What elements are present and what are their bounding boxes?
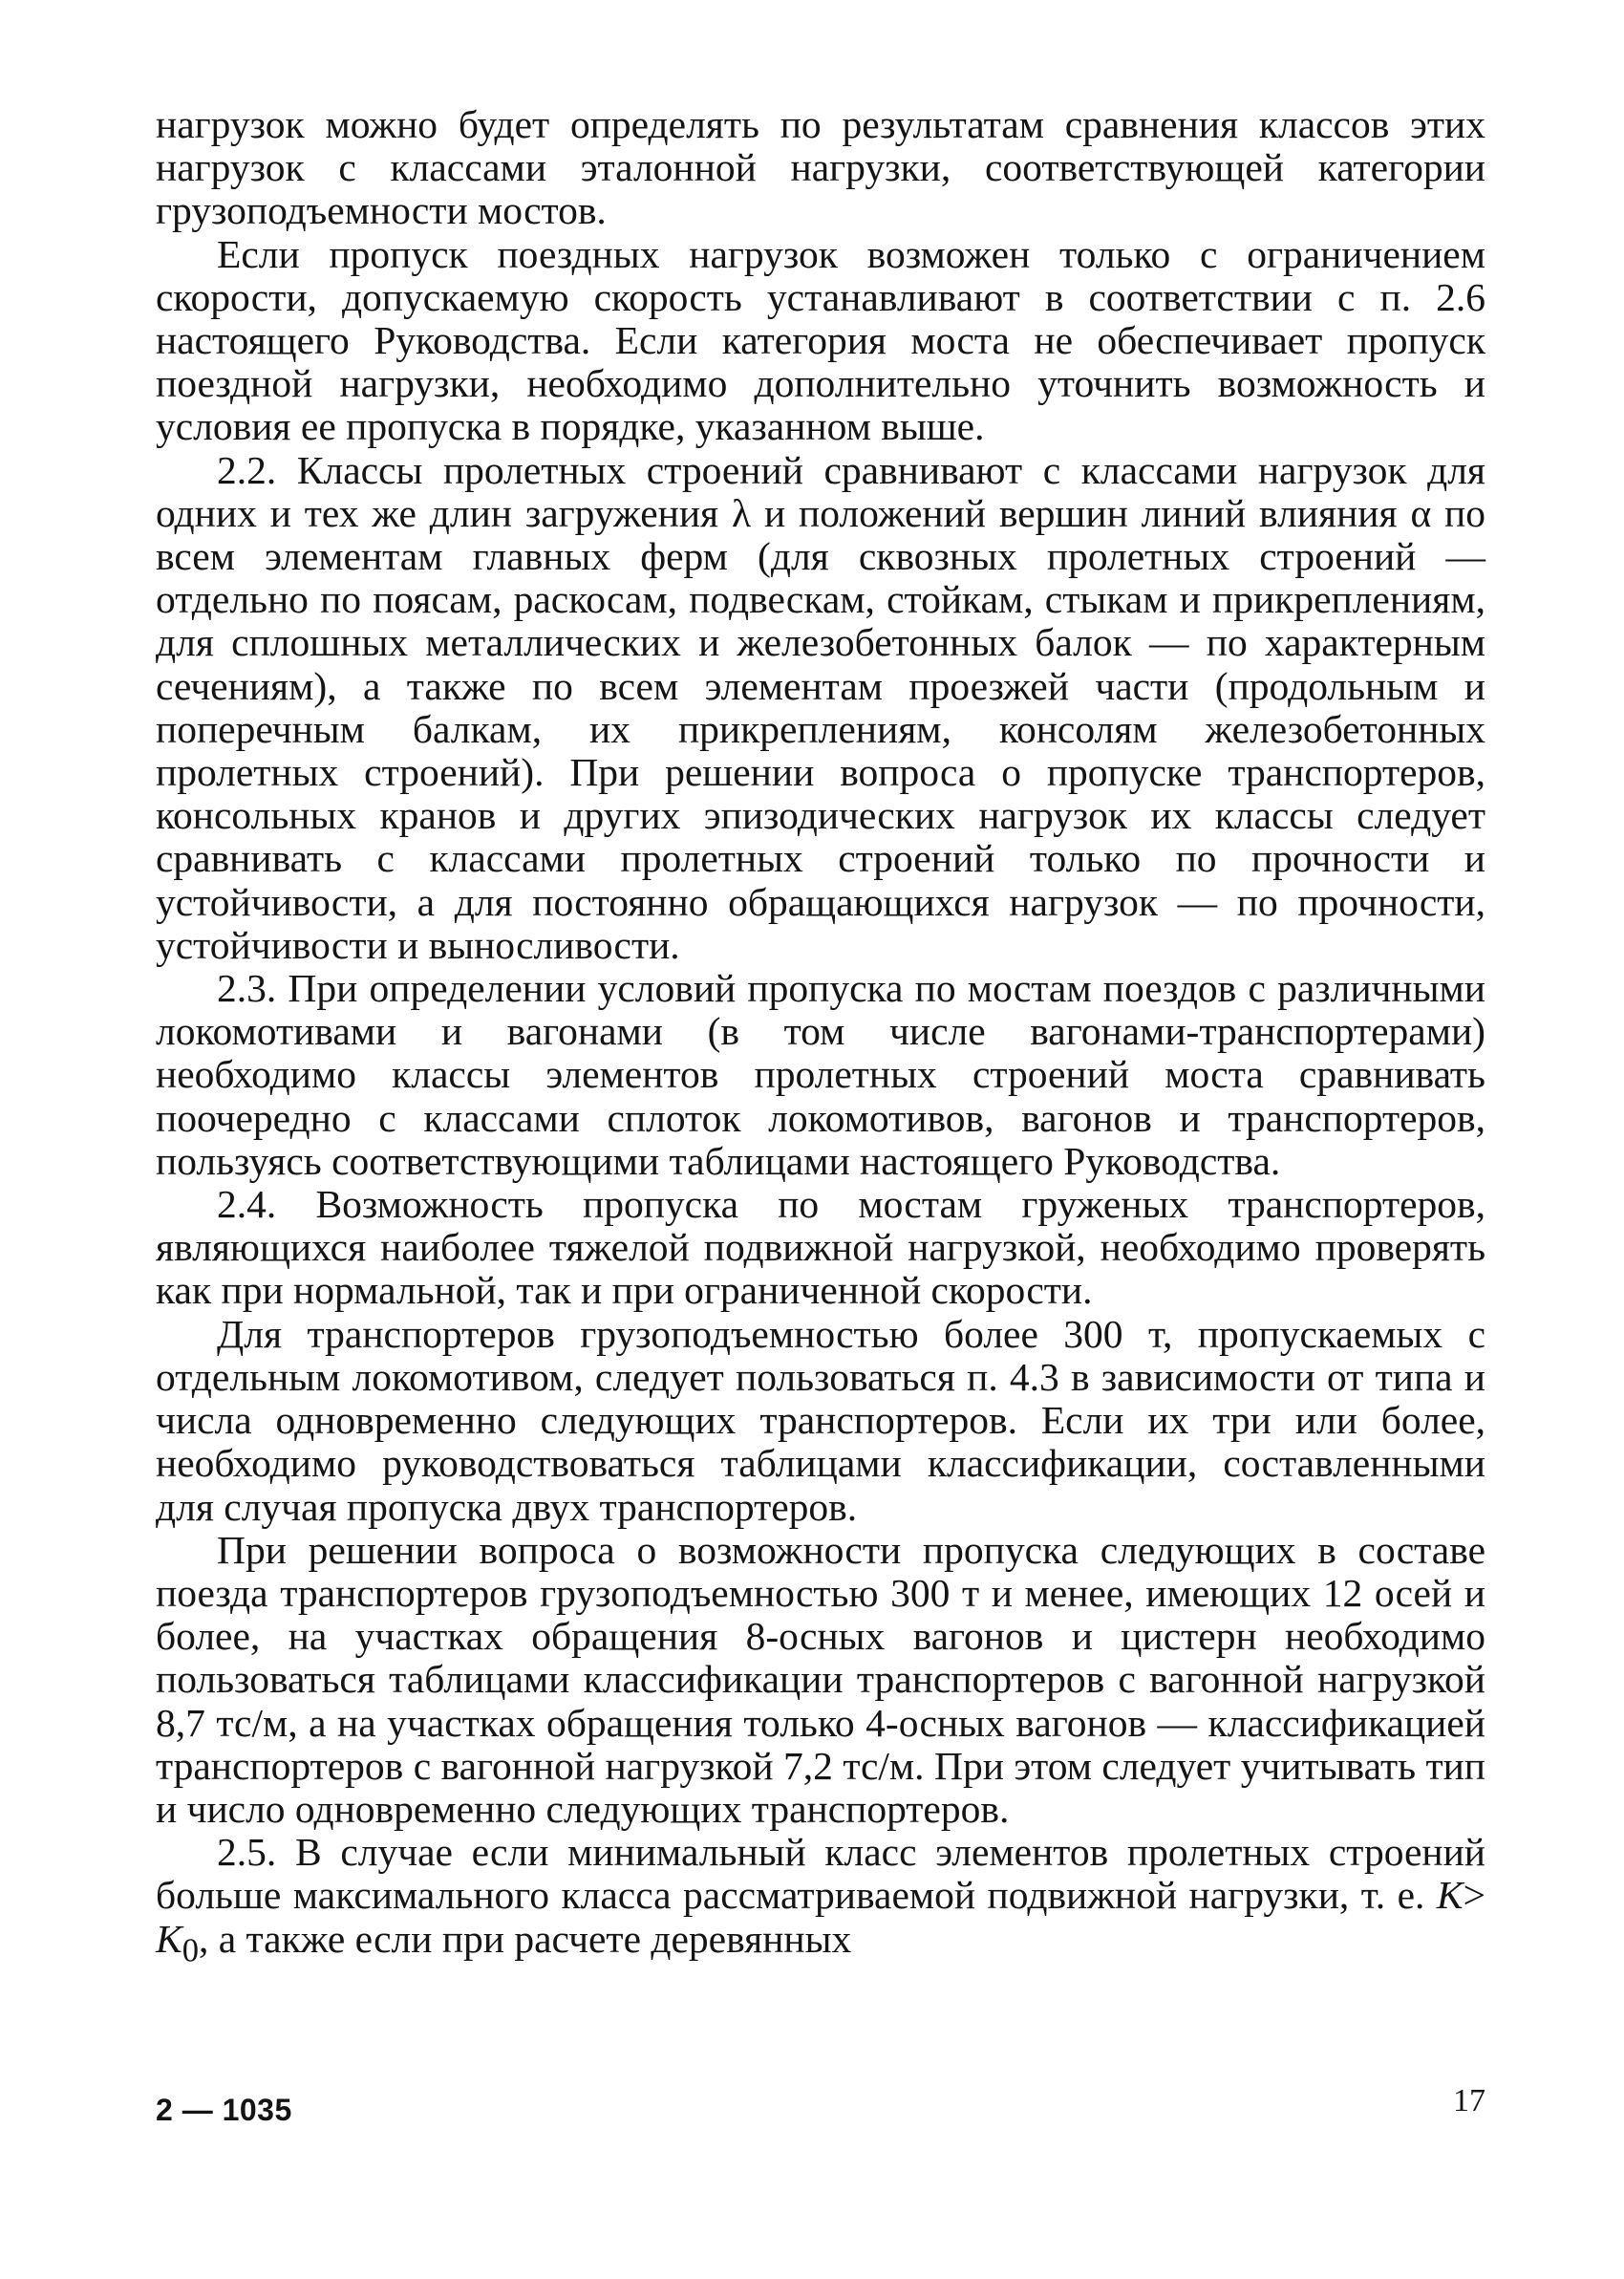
body-text [156,103,1485,1972]
paragraph: Для транспортеров грузоподъемностью более 300 т, пропускаемых с отдельным локомотивом, следует пользоваться п. 4.3 в зависимости от типа и числа одновременно следующих транспортеров. Если их три или более, необходимо руководствоваться таблицами классификации, составленными для случая пропуска двух транспортеров. [156,1311,1485,1529]
paragraph: Если пропуск поездных нагрузок возможен только с ограничением скорости, допускаемую скорость устанавливают в соответствии с п. 2.6 настоящего Руководства. Если категория моста не обеспечивает пропуск поездной нагрузки, необходимо дополнительно уточнить возможность и условия ее пропуска в порядке, указанном выше. [156,231,1485,449]
paragraph-2-4: 2.4. Возможность пропуска по мостам груженых транспортеров, являющихся наиболее тяжелой подвижной нагрузкой, необходимо проверять как при нормальной, так и при ограниченной скорости. [156,1182,1485,1313]
formula-k0-subscript: 0 [182,1931,199,1968]
formula-operator: > [1463,1873,1486,1918]
paragraph-continuation: нагрузок можно будет определять по результатам сравнения классов этих нагрузок с классами эталонной нагрузки, соответствующей категории грузоподъемности мостов. [156,102,1485,233]
paragraph-2-5 [156,1831,1485,1972]
formula-k: K [1436,1873,1464,1918]
paragraph: При решении вопроса о возможности пропуска следующих в составе поезда транспортеров грузоподъемностью 300 т и менее, имеющих 12 осей и более, на участках обращения 8-осных вагонов и цистерн необходимо пользоваться таблицами классификации транспортеров с вагонной нагрузкой 8,7 тс/м, а на участках обращения только 4-осных вагонов — классификацией транспортеров с вагонной нагрузкой 7,2 тс/м. При этом следует учитывать тип и число одновременно следующих транспортеров. [156,1527,1485,1831]
paragraph-text: , а также если при расчете деревянных [198,1916,852,1961]
paragraph-2-2: 2.2. Классы пролетных строений сравнивают с классами нагрузок для одних и тех же длин загружения λ и положений вершин линий влияния α по всем элементам главных ферм (для сквозных пролетных строений — отдельно по поясам, раскосам, подвескам, стойкам, стыкам и прикреплениям, для сплошных металлических и железобетонных балок — по характерным сечениям), а также по всем элементам проезжей части (продольным и поперечным балкам, их прикреплениям, консолям железобетонных пролетных строений). При решении вопроса о пропуске транспортеров, консольных кранов и других эпизодических нагрузок их классы следует сравнивать с классами пролетных строений только по прочности и устойчивости, а для постоянно обращающихся нагрузок — по прочности, устойчивости и выносливости. [156,447,1485,967]
paragraph-text: 2.5. В случае если минимальный класс элементов пролетных строений больше максимального класса рассматриваемой подвижной нагрузки, т. е. [156,1830,1485,1918]
formula-k0: K [156,1916,182,1961]
printer-signature: 2 — 1035 [156,2093,292,2127]
page-number: 17 [1453,2083,1485,2118]
paragraph-2-3: 2.3. При определении условий пропуска по мостам поездов с различными локомотивами и вагонами (в том числе вагонами-транспортерами) необходимо классы элементов пролетных строений моста сравнивать поочередно с классами сплоток локомотивов, вагонов и транспортеров, пользуясь соответствующими таблицами настоящего Руководства. [156,966,1485,1183]
